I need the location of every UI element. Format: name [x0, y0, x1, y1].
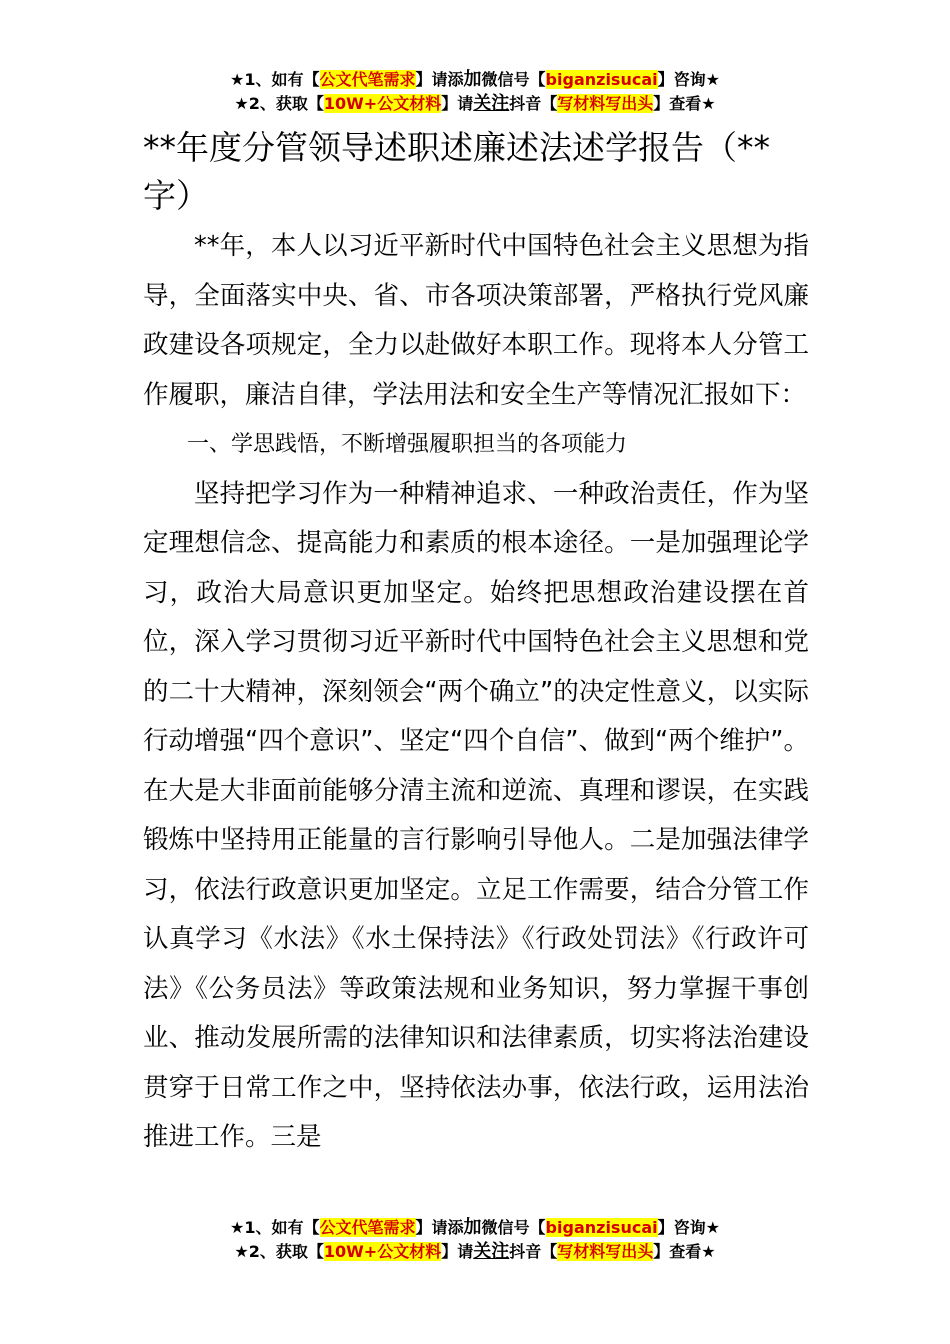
promo-text: ★1、如有【 — [230, 1218, 320, 1237]
section-heading: 一、学思践悟，不断增强履职担当的各项能力 — [187, 432, 628, 457]
promo-text: 】请添 — [415, 1218, 464, 1237]
promo-highlight: 10W+公文材料 — [323, 94, 442, 113]
promo-text: ★1、如有【 — [230, 70, 320, 89]
promo-text: 】请 — [441, 94, 474, 113]
promo-text: 】请 — [441, 1242, 474, 1261]
promo-text: 】查看★ — [653, 94, 716, 113]
document-body — [143, 222, 809, 1163]
promo-emphasis: 关注 — [473, 1241, 510, 1262]
promo-banner-top — [0, 68, 950, 116]
promo-text: 】请添 — [415, 70, 464, 89]
promo-banner-bottom — [0, 1216, 950, 1264]
promo-emphasis: 加 — [463, 69, 482, 90]
douyin-id-highlight: 写材料写出头 — [557, 1242, 654, 1261]
promo-text: ★2、获取【 — [234, 94, 324, 113]
promo-text: ★2、获取【 — [234, 1242, 324, 1261]
promo-text: 抖音【 — [509, 1242, 558, 1261]
intro-paragraph: **年，本人以习近平新时代中国特色社会主义思想为指导，全面落实中央、省、市各项决策部署，严格执行党风廉政建设各项规定，全力以赴做好本职工作。现将本人分管工作履职，廉洁自律，学法用法和安全生产等情况汇报如下： — [143, 231, 809, 410]
promo-text: 】查看★ — [653, 1242, 716, 1261]
promo-highlight: 公文代笔需求 — [319, 1218, 416, 1237]
promo-line-2 — [0, 1240, 950, 1264]
promo-text: 微信号【 — [481, 1218, 546, 1237]
promo-text: 抖音【 — [509, 94, 558, 113]
promo-line-1 — [0, 68, 950, 92]
wechat-id-highlight: biganzisucai — [545, 70, 658, 89]
promo-text: 微信号【 — [481, 70, 546, 89]
wechat-id-highlight: biganzisucai — [545, 1218, 658, 1237]
promo-highlight: 10W+公文材料 — [323, 1242, 442, 1261]
promo-emphasis: 关注 — [473, 93, 510, 114]
promo-emphasis: 加 — [463, 1217, 482, 1238]
promo-line-1 — [0, 1216, 950, 1240]
document-title: **年度分管领导述职述廉述法述学报告（**字） — [143, 128, 770, 215]
douyin-id-highlight: 写材料写出头 — [557, 94, 654, 113]
promo-text: 】咨询★ — [657, 1218, 720, 1237]
promo-line-2 — [0, 92, 950, 116]
promo-text: 】咨询★ — [657, 70, 720, 89]
promo-highlight: 公文代笔需求 — [319, 70, 416, 89]
section-paragraph: 坚持把学习作为一种精神追求、一种政治责任，作为坚定理想信念、提高能力和素质的根本途径。一是加强理论学习，政治大局意识更加坚定。始终把思想政治建设摆在首位，深入学习贯彻习近平新时代中国特色社会主义思想和党的二十大精神，深刻领会“两个确立”的决定性意义，以实际行动增强“四个意识”、坚定“四个自信”、做到“两个维护”。在大是大非面前能够分清主流和逆流、真理和谬误，在实践锻炼中坚持用正能量的言行影响引导他人。二是加强法律学习，依法行政意识更加坚定。立足工作需要，结合分管工作认真学习《水法》《水土保持法》《行政处罚法》《行政许可法》《公务员法》等政策法规和业务知识，努力掌握干事创业、推动发展所需的法律知识和法律素质，切实将法治建设贯穿于日常工作之中，坚持依法办事，依法行政，运用法治推进工作。三是 — [143, 478, 809, 1152]
